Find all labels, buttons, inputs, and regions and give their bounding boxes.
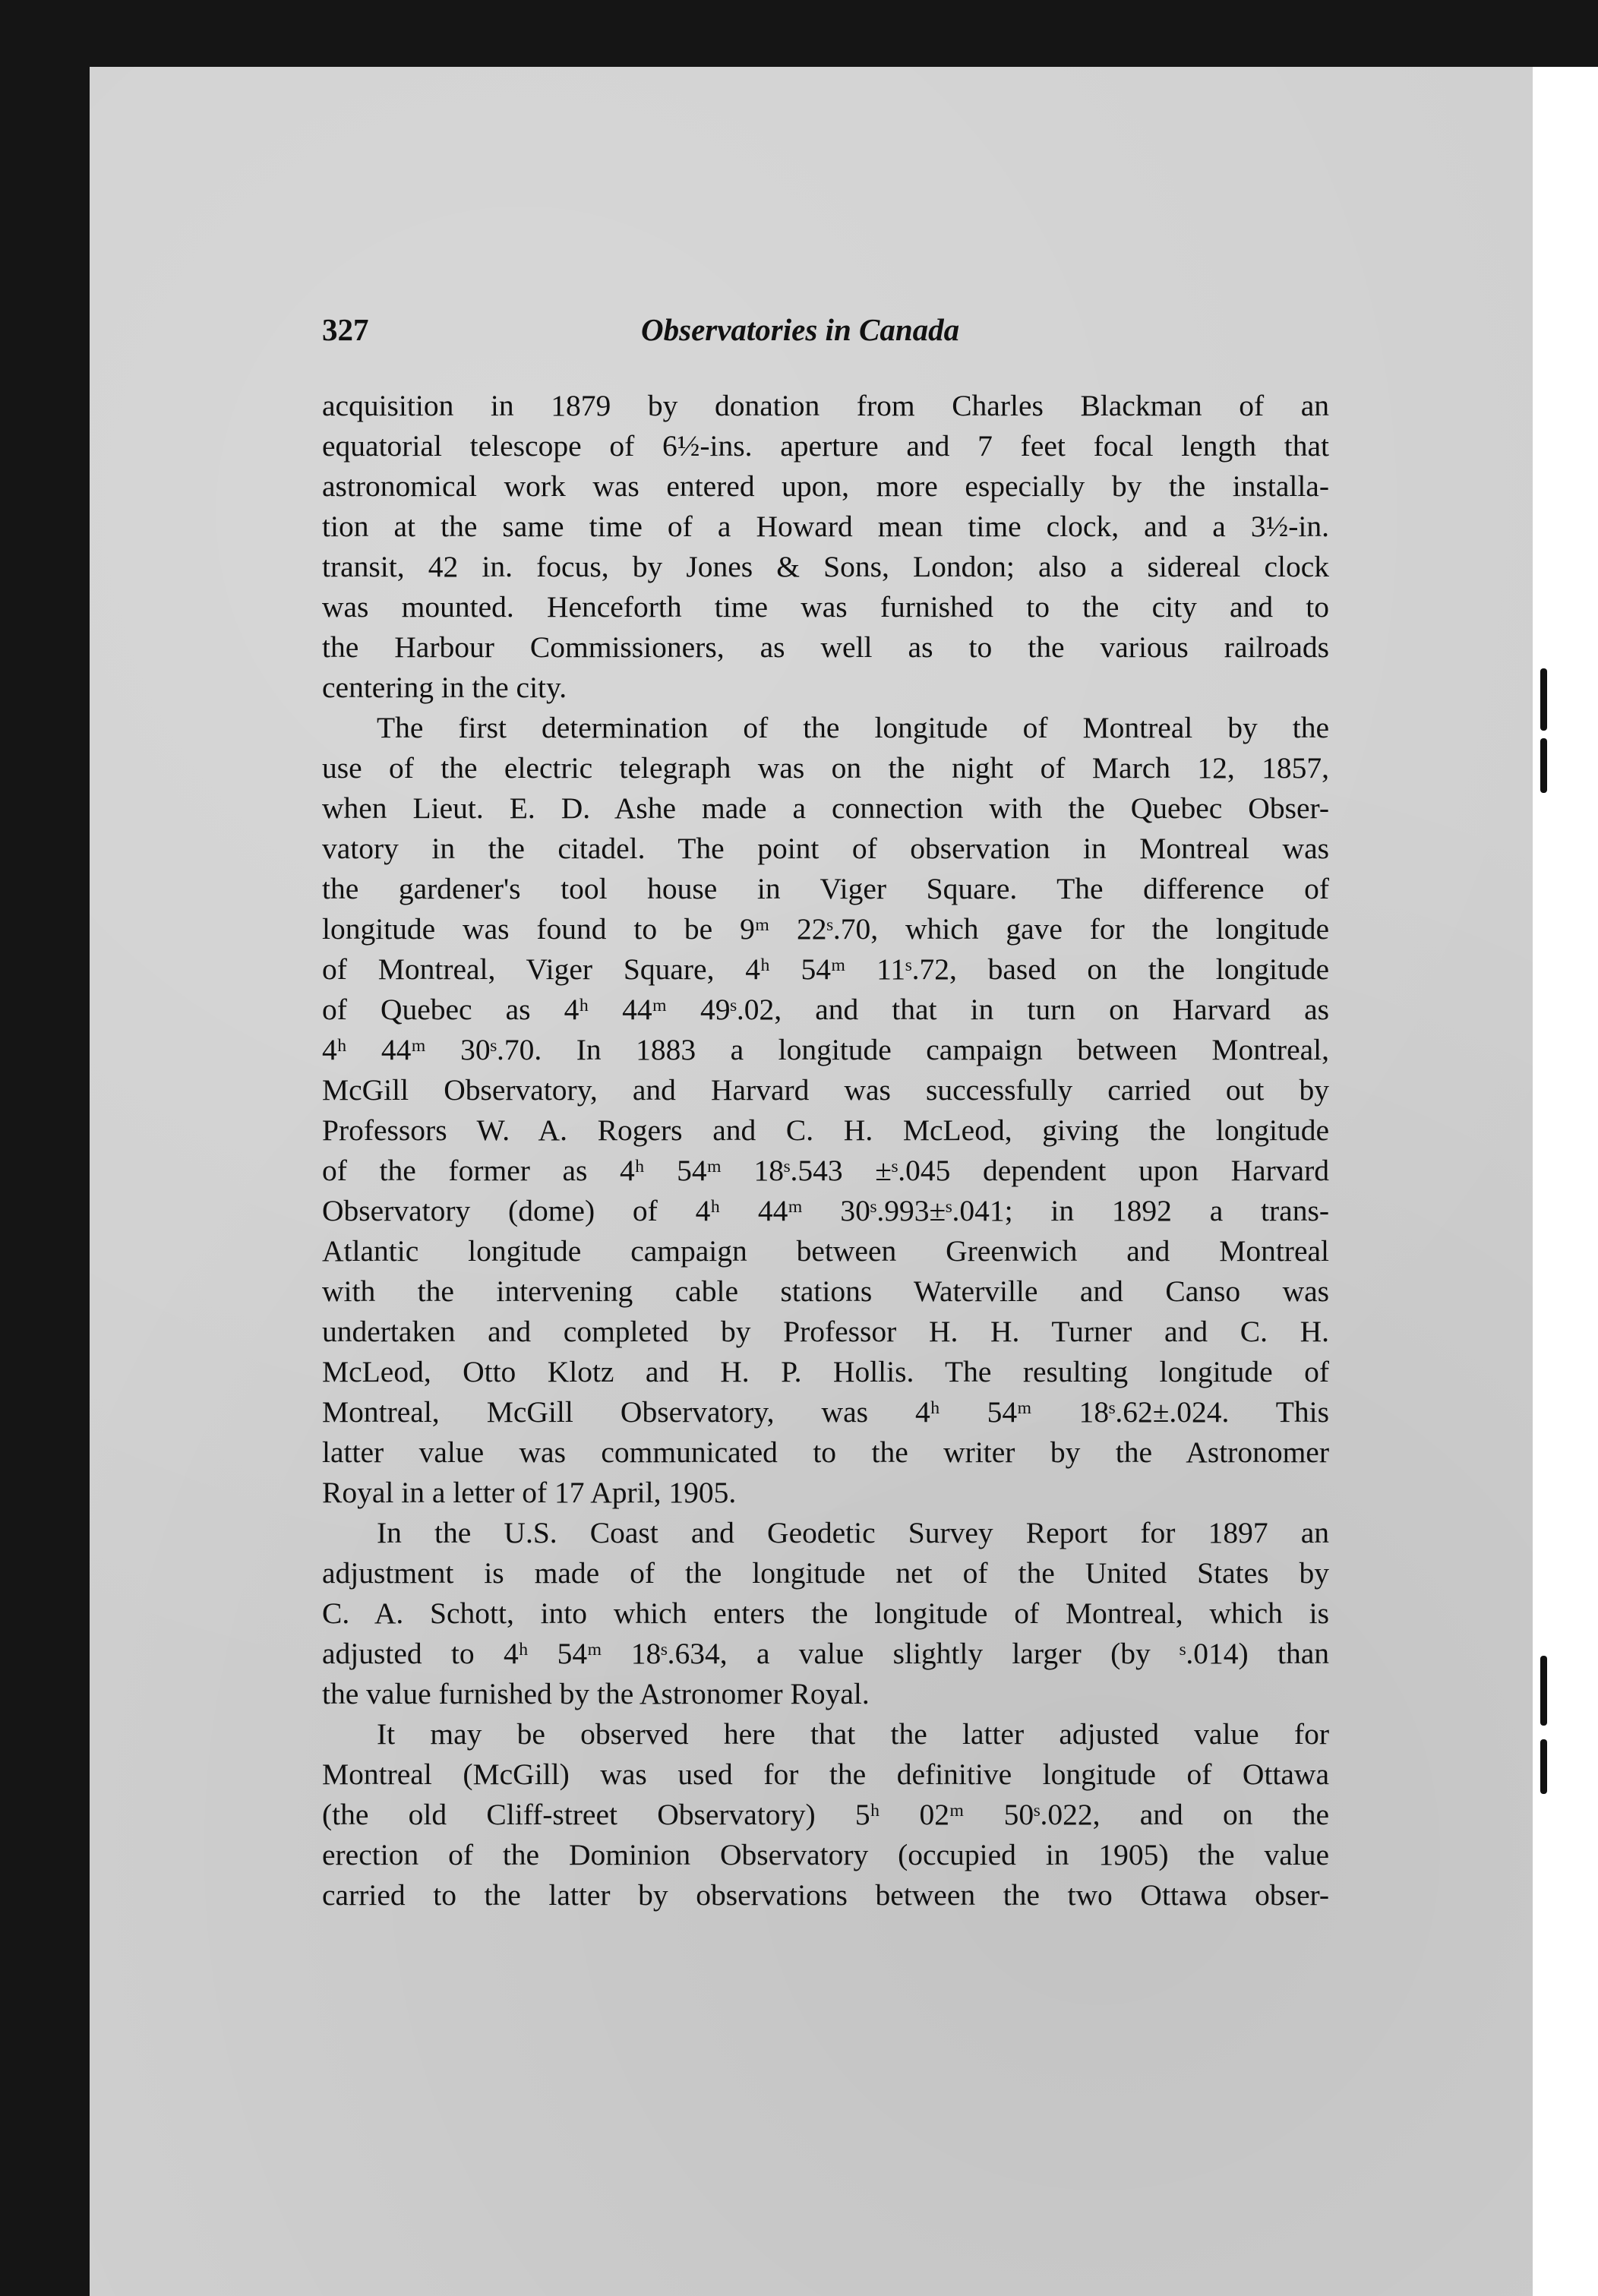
text-line: longitude was found to be 9ᵐ 22ˢ.70, which gave for the longitude xyxy=(322,912,1329,946)
text-line: the Harbour Commissioners, as well as to the various railroads xyxy=(322,630,1329,664)
text-line: latter value was communicated to the writer by the Astronomer xyxy=(322,1435,1329,1469)
text-line: the gardener's tool house in Viger Square. The difference of xyxy=(322,872,1329,905)
body-text xyxy=(322,386,1329,1915)
text-line: transit, 42 in. focus, by Jones & Sons, London; also a sidereal clock xyxy=(322,550,1329,583)
text-line: acquisition in 1879 by donation from Charles Blackman of an xyxy=(322,389,1329,422)
text-line: In the U.S. Coast and Geodetic Survey Report for 1897 an xyxy=(377,1516,1329,1549)
text-line: equatorial telescope of 6½-ins. aperture and 7 feet focal length that xyxy=(322,429,1329,463)
text-line: Observatory (dome) of 4ʰ 44ᵐ 30ˢ.993±ˢ.041; in 1892 a trans- xyxy=(322,1194,1329,1227)
text-line: Montreal (McGill) was used for the definitive longitude of Ottawa xyxy=(322,1758,1329,1791)
text-line: Atlantic longitude campaign between Greenwich and Montreal xyxy=(322,1234,1329,1268)
text-line: carried to the latter by observations between the two Ottawa obser- xyxy=(322,1878,1329,1912)
text-line: Professors W. A. Rogers and C. H. McLeod, giving the longitude xyxy=(322,1113,1329,1147)
page-number: 327 xyxy=(322,312,369,347)
text-line: astronomical work was entered upon, more especially by the installa- xyxy=(322,469,1329,503)
scan-edge-mark xyxy=(1540,1656,1547,1726)
text-line: the value furnished by the Astronomer Royal. xyxy=(322,1677,870,1710)
page-header xyxy=(322,306,1325,353)
text-line: of Montreal, Viger Square, 4ʰ 54ᵐ 11ˢ.72, based on the longitude xyxy=(322,952,1329,986)
text-line: McGill Observatory, and Harvard was successfully carried out by xyxy=(322,1073,1329,1107)
text-line: It may be observed here that the latter adjusted value for xyxy=(377,1717,1329,1751)
text-line: was mounted. Henceforth time was furnished to the city and to xyxy=(322,590,1329,624)
text-line: when Lieut. E. D. Ashe made a connection with the Quebec Obser- xyxy=(322,791,1329,825)
text-line: Montreal, McGill Observatory, was 4ʰ 54ᵐ 18ˢ.62±.024. This xyxy=(322,1395,1329,1429)
text-line: C. A. Schott, into which enters the longitude of Montreal, which is xyxy=(322,1596,1329,1630)
text-line: erection of the Dominion Observatory (occupied in 1905) the value xyxy=(322,1838,1329,1871)
text-line: use of the electric telegraph was on the night of March 12, 1857, xyxy=(322,751,1329,785)
text-line: of Quebec as 4ʰ 44ᵐ 49ˢ.02, and that in turn on Harvard as xyxy=(322,993,1329,1026)
text-line: adjustment is made of the longitude net of the United States by xyxy=(322,1556,1329,1590)
text-line: undertaken and completed by Professor H. H. Turner and C. H. xyxy=(322,1315,1329,1348)
text-line: vatory in the citadel. The point of observation in Montreal was xyxy=(322,832,1329,865)
text-line: of the former as 4ʰ 54ᵐ 18ˢ.543 ±ˢ.045 dependent upon Harvard xyxy=(322,1154,1329,1187)
text-line: (the old Cliff-street Observatory) 5ʰ 02ᵐ 50ˢ.022, and on the xyxy=(322,1798,1329,1831)
text-line: Royal in a letter of 17 April, 1905. xyxy=(322,1476,737,1509)
text-line: with the intervening cable stations Waterville and Canso was xyxy=(322,1274,1329,1308)
text-line: The first determination of the longitude of Montreal by the xyxy=(377,711,1329,744)
text-line: 4ʰ 44ᵐ 30ˢ.70. In 1883 a longitude campaign between Montreal, xyxy=(322,1033,1329,1066)
scan-edge-mark xyxy=(1540,738,1547,793)
text-line: adjusted to 4ʰ 54ᵐ 18ˢ.634, a value slightly larger (by ˢ.014) than xyxy=(322,1637,1329,1670)
running-title: Observatories in Canada xyxy=(641,312,960,347)
text-line: tion at the same time of a Howard mean time clock, and a 3½-in. xyxy=(322,510,1329,543)
text-line: McLeod, Otto Klotz and H. P. Hollis. The resulting longitude of xyxy=(322,1355,1329,1388)
page-margin xyxy=(1533,67,1598,2296)
scan-edge-mark xyxy=(1540,668,1547,731)
text-line: centering in the city. xyxy=(322,671,567,704)
scan-edge-mark xyxy=(1540,1739,1547,1794)
